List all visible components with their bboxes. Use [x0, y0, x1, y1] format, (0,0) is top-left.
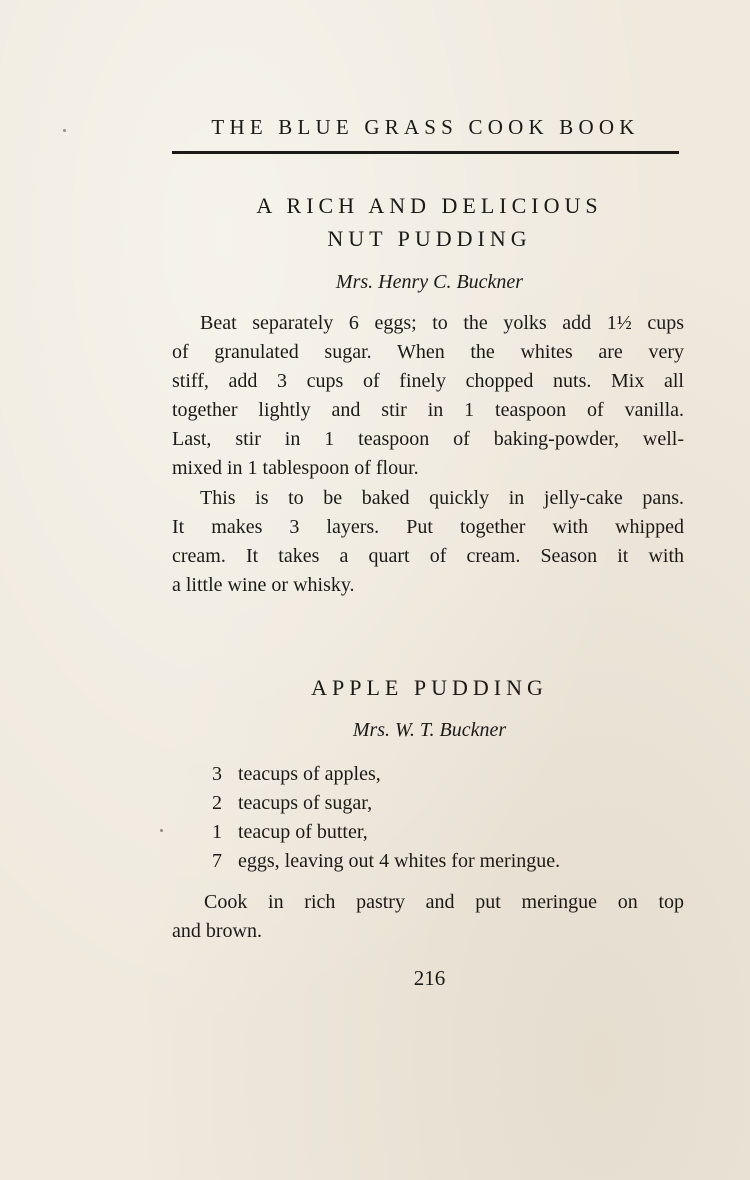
page-number: 216: [413, 966, 446, 990]
paragraph-line: stiff, add 3 cups of finely chopped nuts. Mix all: [172, 370, 684, 392]
paragraph-line: and brown.: [172, 920, 262, 942]
paragraph-line: of granulated sugar. When the whites are very: [172, 341, 684, 363]
ingredient-item: [212, 760, 560, 789]
ingredient-text: teacups of sugar,: [238, 792, 373, 814]
paragraph-line: mixed in 1 tablespoon of flour.: [172, 457, 419, 479]
recipe-title-line: NUT PUDDING: [327, 226, 532, 251]
paragraph-line: Cook in rich pastry and put meringue on top: [204, 891, 684, 913]
header-rule: [172, 151, 679, 154]
ingredient-text: eggs, leaving out 4 whites for meringue.: [238, 850, 561, 872]
ingredient-item: [212, 818, 560, 847]
ingredient-text: teacups of apples,: [238, 763, 381, 785]
recipe-author: Mrs. Henry C. Buckner: [335, 271, 524, 293]
ingredient-quantity: 1: [212, 821, 222, 843]
ingredient-quantity: 3: [212, 763, 222, 785]
paragraph-line: together lightly and stir in 1 teaspoon of vanilla.: [172, 399, 684, 421]
paper-speck: [160, 829, 163, 832]
recipe-title-line: APPLE PUDDING: [311, 675, 548, 700]
paragraph-line: a little wine or whisky.: [172, 574, 355, 596]
recipe-paragraph: [172, 309, 684, 483]
ingredient-quantity: 7: [212, 850, 222, 872]
paragraph-line: cream. It takes a quart of cream. Season it with: [172, 545, 684, 567]
paragraph-line: Beat separately 6 eggs; to the yolks add 1½ cups: [200, 312, 684, 334]
recipe-paragraph: [172, 484, 684, 600]
paragraph-line: This is to be baked quickly in jelly-cake pans.: [200, 487, 684, 509]
paper-speck: [63, 129, 66, 132]
ingredient-list: [212, 760, 560, 876]
paragraph-line: Last, stir in 1 teaspoon of baking-powder, well-: [172, 428, 684, 450]
ingredient-quantity: 2: [212, 792, 222, 814]
running-head: THE BLUE GRASS COOK BOOK: [211, 115, 640, 139]
ingredient-item: [212, 847, 560, 876]
paragraph-line: It makes 3 layers. Put together with whipped: [172, 516, 684, 538]
ingredient-text: teacup of butter,: [238, 821, 368, 843]
recipe-paragraph: [172, 888, 684, 946]
recipe-author: Mrs. W. T. Buckner: [352, 719, 507, 741]
recipe-title-line: A RICH AND DELICIOUS: [256, 193, 603, 218]
ingredient-item: [212, 789, 560, 818]
